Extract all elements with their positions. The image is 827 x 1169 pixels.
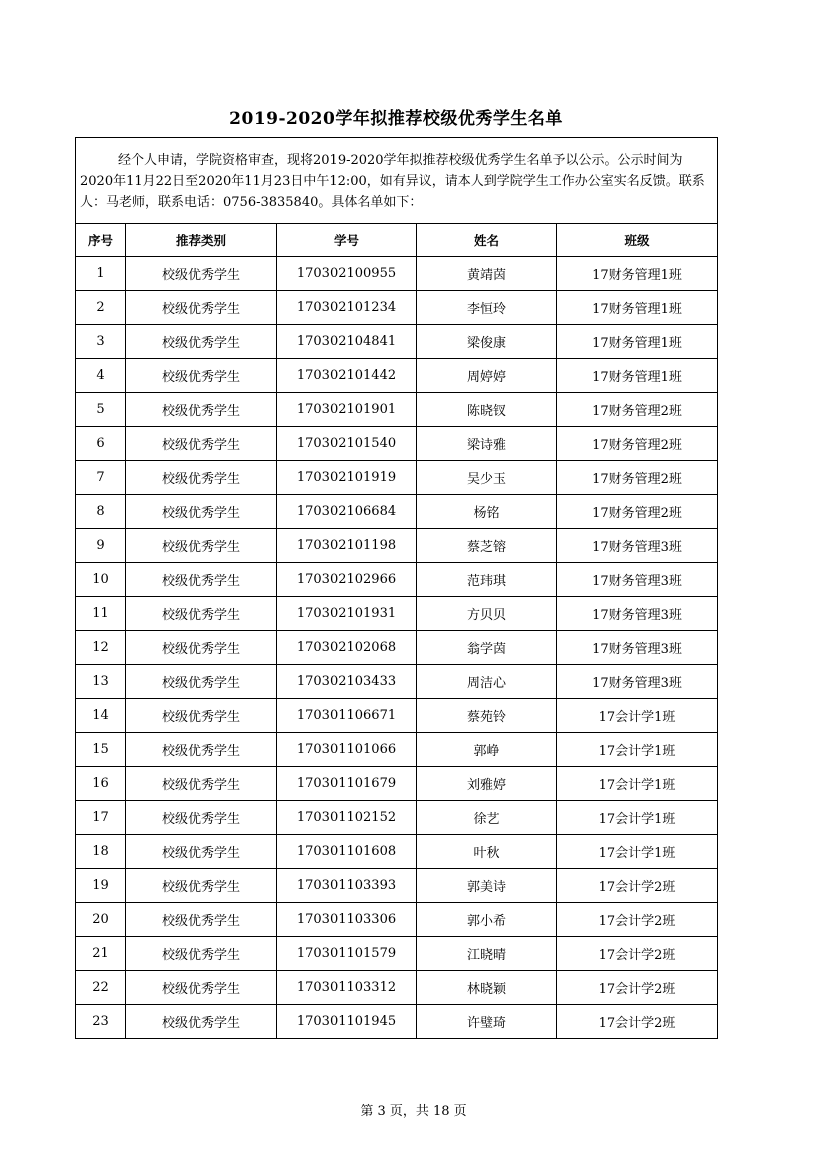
cell-student-id: 170302101540 bbox=[277, 427, 417, 461]
cell-category: 校级优秀学生 bbox=[126, 461, 277, 495]
cell-class: 17财务管理2班 bbox=[557, 495, 718, 529]
table-row bbox=[76, 801, 718, 835]
cell-student-id: 170301101066 bbox=[277, 733, 417, 767]
cell-category: 校级优秀学生 bbox=[126, 835, 277, 869]
cell-name: 周婷婷 bbox=[417, 359, 557, 393]
cell-category: 校级优秀学生 bbox=[126, 903, 277, 937]
header-cell-category: 推荐类别 bbox=[126, 224, 277, 257]
cell-name: 徐艺 bbox=[417, 801, 557, 835]
cell-class: 17会计学1班 bbox=[557, 801, 718, 835]
cell-index: 22 bbox=[76, 971, 126, 1005]
header-cell-class: 班级 bbox=[557, 224, 718, 257]
cell-class: 17会计学2班 bbox=[557, 971, 718, 1005]
cell-name: 郭美诗 bbox=[417, 869, 557, 903]
cell-category: 校级优秀学生 bbox=[126, 495, 277, 529]
cell-category: 校级优秀学生 bbox=[126, 393, 277, 427]
cell-name: 蔡芝镕 bbox=[417, 529, 557, 563]
cell-index: 13 bbox=[76, 665, 126, 699]
cell-student-id: 170301103306 bbox=[277, 903, 417, 937]
cell-category: 校级优秀学生 bbox=[126, 427, 277, 461]
table-row bbox=[76, 665, 718, 699]
cell-name: 郭峥 bbox=[417, 733, 557, 767]
cell-class: 17财务管理1班 bbox=[557, 291, 718, 325]
cell-index: 6 bbox=[76, 427, 126, 461]
cell-category: 校级优秀学生 bbox=[126, 597, 277, 631]
cell-name: 郭小希 bbox=[417, 903, 557, 937]
table-header-row bbox=[76, 224, 718, 257]
notice-text: 经个人申请，学院资格审查，现将2019-2020学年拟推荐校级优秀学生名单予以公示。公示时间为2020年11月22日至2020年11月23日中午12:00，如有异议，请本人到学院学生工作办公室实名反馈。联系人：马老师，联系电话：0756-3835840。具体名单如下： bbox=[76, 138, 718, 224]
table-row bbox=[76, 325, 718, 359]
cell-class: 17会计学2班 bbox=[557, 869, 718, 903]
cell-category: 校级优秀学生 bbox=[126, 325, 277, 359]
cell-class: 17财务管理3班 bbox=[557, 597, 718, 631]
page-title: 2019-2020学年拟推荐校级优秀学生名单 bbox=[229, 109, 563, 129]
cell-name: 林晓颖 bbox=[417, 971, 557, 1005]
cell-index: 14 bbox=[76, 699, 126, 733]
cell-name: 叶秋 bbox=[417, 835, 557, 869]
cell-category: 校级优秀学生 bbox=[126, 257, 277, 291]
cell-student-id: 170302101919 bbox=[277, 461, 417, 495]
cell-student-id: 170301102152 bbox=[277, 801, 417, 835]
cell-name: 吴少玉 bbox=[417, 461, 557, 495]
cell-class: 17会计学2班 bbox=[557, 937, 718, 971]
cell-name: 黄靖茵 bbox=[417, 257, 557, 291]
table-row bbox=[76, 529, 718, 563]
cell-category: 校级优秀学生 bbox=[126, 937, 277, 971]
cell-index: 12 bbox=[76, 631, 126, 665]
table-row bbox=[76, 767, 718, 801]
table-row bbox=[76, 257, 718, 291]
cell-index: 2 bbox=[76, 291, 126, 325]
cell-name: 范玮琪 bbox=[417, 563, 557, 597]
table-row bbox=[76, 903, 718, 937]
cell-category: 校级优秀学生 bbox=[126, 971, 277, 1005]
cell-name: 杨铭 bbox=[417, 495, 557, 529]
cell-class: 17财务管理2班 bbox=[557, 427, 718, 461]
cell-student-id: 170302102068 bbox=[277, 631, 417, 665]
cell-name: 翁学茵 bbox=[417, 631, 557, 665]
cell-index: 18 bbox=[76, 835, 126, 869]
table-row bbox=[76, 631, 718, 665]
cell-index: 16 bbox=[76, 767, 126, 801]
cell-class: 17会计学2班 bbox=[557, 903, 718, 937]
cell-index: 15 bbox=[76, 733, 126, 767]
cell-student-id: 170302101931 bbox=[277, 597, 417, 631]
cell-class: 17财务管理2班 bbox=[557, 393, 718, 427]
cell-category: 校级优秀学生 bbox=[126, 767, 277, 801]
cell-index: 9 bbox=[76, 529, 126, 563]
cell-name: 许璧琦 bbox=[417, 1005, 557, 1039]
cell-student-id: 170301101945 bbox=[277, 1005, 417, 1039]
cell-student-id: 170301101679 bbox=[277, 767, 417, 801]
cell-category: 校级优秀学生 bbox=[126, 631, 277, 665]
cell-class: 17财务管理3班 bbox=[557, 529, 718, 563]
cell-class: 17财务管理2班 bbox=[557, 461, 718, 495]
cell-index: 5 bbox=[76, 393, 126, 427]
cell-student-id: 170301103393 bbox=[277, 869, 417, 903]
cell-category: 校级优秀学生 bbox=[126, 869, 277, 903]
table-row bbox=[76, 699, 718, 733]
cell-category: 校级优秀学生 bbox=[126, 801, 277, 835]
table-row bbox=[76, 495, 718, 529]
cell-class: 17会计学1班 bbox=[557, 733, 718, 767]
cell-index: 3 bbox=[76, 325, 126, 359]
cell-name: 江晓晴 bbox=[417, 937, 557, 971]
cell-index: 8 bbox=[76, 495, 126, 529]
cell-index: 7 bbox=[76, 461, 126, 495]
cell-index: 4 bbox=[76, 359, 126, 393]
cell-student-id: 170302106684 bbox=[277, 495, 417, 529]
table-row bbox=[76, 733, 718, 767]
cell-index: 11 bbox=[76, 597, 126, 631]
cell-name: 周洁心 bbox=[417, 665, 557, 699]
table-row bbox=[76, 971, 718, 1005]
page-footer: 第 3 页，共 18 页 bbox=[360, 1104, 467, 1119]
table-row bbox=[76, 427, 718, 461]
cell-class: 17会计学1班 bbox=[557, 699, 718, 733]
cell-class: 17会计学1班 bbox=[557, 835, 718, 869]
cell-name: 李恒玲 bbox=[417, 291, 557, 325]
cell-class: 17财务管理1班 bbox=[557, 325, 718, 359]
cell-student-id: 170302102966 bbox=[277, 563, 417, 597]
cell-student-id: 170301103312 bbox=[277, 971, 417, 1005]
cell-category: 校级优秀学生 bbox=[126, 665, 277, 699]
cell-index: 17 bbox=[76, 801, 126, 835]
table-row bbox=[76, 393, 718, 427]
header-cell-student-id: 学号 bbox=[277, 224, 417, 257]
table-row bbox=[76, 597, 718, 631]
table-row bbox=[76, 937, 718, 971]
cell-student-id: 170302104841 bbox=[277, 325, 417, 359]
cell-student-id: 170301106671 bbox=[277, 699, 417, 733]
cell-index: 20 bbox=[76, 903, 126, 937]
cell-name: 陈晓钗 bbox=[417, 393, 557, 427]
cell-name: 刘雅婷 bbox=[417, 767, 557, 801]
cell-student-id: 170302103433 bbox=[277, 665, 417, 699]
cell-index: 1 bbox=[76, 257, 126, 291]
cell-name: 梁俊康 bbox=[417, 325, 557, 359]
table-row bbox=[76, 835, 718, 869]
cell-category: 校级优秀学生 bbox=[126, 1005, 277, 1039]
cell-class: 17会计学2班 bbox=[557, 1005, 718, 1039]
header-cell-name: 姓名 bbox=[417, 224, 557, 257]
cell-class: 17财务管理1班 bbox=[557, 359, 718, 393]
table-row bbox=[76, 1005, 718, 1039]
cell-student-id: 170302100955 bbox=[277, 257, 417, 291]
table-row bbox=[76, 359, 718, 393]
cell-name: 梁诗雅 bbox=[417, 427, 557, 461]
student-list-table bbox=[75, 137, 718, 1039]
cell-student-id: 170302101198 bbox=[277, 529, 417, 563]
cell-category: 校级优秀学生 bbox=[126, 733, 277, 767]
cell-class: 17会计学1班 bbox=[557, 767, 718, 801]
table-row bbox=[76, 563, 718, 597]
cell-student-id: 170302101901 bbox=[277, 393, 417, 427]
cell-student-id: 170302101234 bbox=[277, 291, 417, 325]
cell-name: 蔡苑铃 bbox=[417, 699, 557, 733]
cell-name: 方贝贝 bbox=[417, 597, 557, 631]
cell-student-id: 170302101442 bbox=[277, 359, 417, 393]
table-row bbox=[76, 291, 718, 325]
cell-class: 17财务管理3班 bbox=[557, 631, 718, 665]
cell-index: 23 bbox=[76, 1005, 126, 1039]
cell-category: 校级优秀学生 bbox=[126, 359, 277, 393]
cell-category: 校级优秀学生 bbox=[126, 699, 277, 733]
cell-category: 校级优秀学生 bbox=[126, 563, 277, 597]
cell-class: 17财务管理3班 bbox=[557, 563, 718, 597]
cell-student-id: 170301101579 bbox=[277, 937, 417, 971]
cell-class: 17财务管理1班 bbox=[557, 257, 718, 291]
cell-category: 校级优秀学生 bbox=[126, 291, 277, 325]
header-cell-index: 序号 bbox=[76, 224, 126, 257]
cell-student-id: 170301101608 bbox=[277, 835, 417, 869]
table-row bbox=[76, 869, 718, 903]
table-row bbox=[76, 461, 718, 495]
cell-index: 10 bbox=[76, 563, 126, 597]
notice-row bbox=[76, 138, 718, 224]
cell-class: 17财务管理3班 bbox=[557, 665, 718, 699]
cell-index: 21 bbox=[76, 937, 126, 971]
cell-category: 校级优秀学生 bbox=[126, 529, 277, 563]
cell-index: 19 bbox=[76, 869, 126, 903]
